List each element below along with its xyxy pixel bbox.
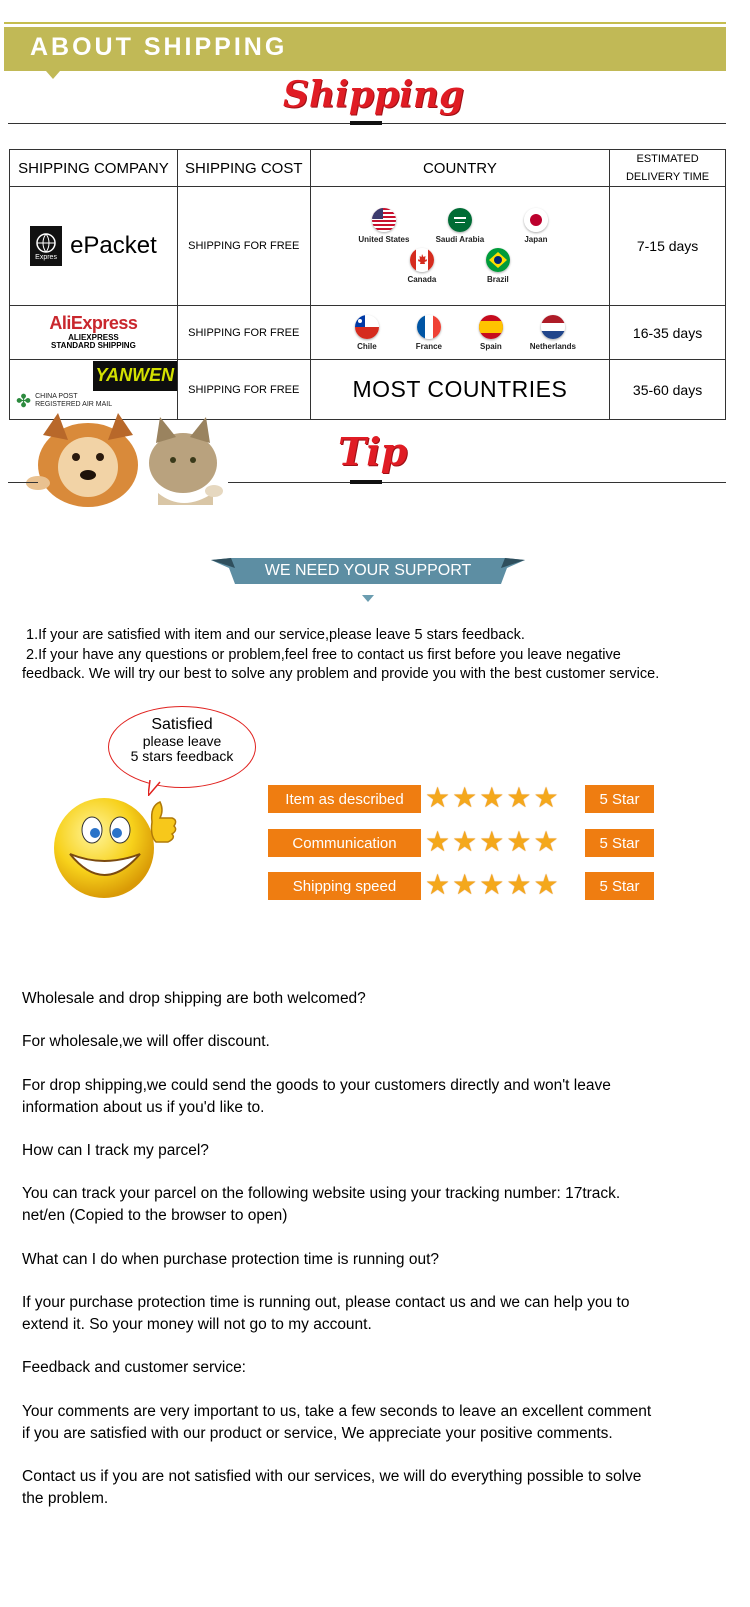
header-delivery-time: ESTIMATED DELIVERY TIME xyxy=(610,150,726,187)
star-icon: ★ xyxy=(479,869,505,900)
faq-answer: For wholesale,we will offer discount. xyxy=(22,1033,270,1050)
dog-and-cat-image xyxy=(18,405,228,515)
country-cell xyxy=(310,187,609,306)
bubble-line-2: 5 stars feedback xyxy=(130,748,234,764)
epacket-logo-icon xyxy=(30,226,62,266)
japan-flag-icon xyxy=(524,208,548,232)
about-shipping-title: ABOUT SHIPPING xyxy=(30,33,288,61)
faq-answer: For drop shipping,we could send the goods to your customers directly and won't leave xyxy=(22,1077,611,1094)
rating-stars xyxy=(425,783,559,813)
smiley-thumbs-up-icon xyxy=(52,796,182,900)
faq-question: How can I track my parcel? xyxy=(22,1142,209,1159)
support-line-3: feedback. We will try our best to solve any problem and provide you with the best customer service. xyxy=(22,666,660,682)
support-banner-title: WE NEED YOUR SUPPORT xyxy=(264,562,472,579)
country-ca: Canada xyxy=(394,248,450,284)
bubble-line-1: please leave xyxy=(142,733,222,749)
canada-flag-icon xyxy=(410,248,434,272)
star-icon: ★ xyxy=(533,869,559,900)
rating-stars xyxy=(425,870,559,900)
cost-cell: SHIPPING FOR FREE xyxy=(177,187,310,306)
star-icon: ★ xyxy=(479,782,505,813)
country-sa: Saudi Arabia xyxy=(432,208,488,244)
about-shipping-band xyxy=(4,27,726,71)
star-icon: ★ xyxy=(533,826,559,857)
rating-label: Communication xyxy=(268,829,421,857)
epacket-logo-text: Expres xyxy=(35,253,57,261)
faq-question: What can I do when purchase protection time is running out? xyxy=(22,1251,440,1268)
shipping-script-title: Shipping xyxy=(283,74,465,116)
header-country: COUNTRY xyxy=(310,150,609,187)
brazil-flag-icon xyxy=(486,248,510,272)
company-cell: AliExpress ALIEXPRESS STANDARD SHIPPING xyxy=(10,306,178,360)
tip-rule-left xyxy=(8,482,38,483)
header-cost: SHIPPING COST xyxy=(177,150,310,187)
speech-bubble xyxy=(108,706,256,788)
country-fr: France xyxy=(401,315,457,351)
star-icon: ★ xyxy=(425,782,451,813)
rating-value: 5 Star xyxy=(585,785,654,813)
rating-label: Shipping speed xyxy=(268,872,421,900)
country-cell xyxy=(310,306,609,360)
rating-label: Item as described xyxy=(268,785,421,813)
star-icon: ★ xyxy=(506,826,532,857)
france-flag-icon xyxy=(417,315,441,339)
company-name: ePacket xyxy=(70,232,157,259)
faq-question: Feedback and customer service: xyxy=(22,1359,246,1376)
faq-answer: Your comments are very important to us, take a few seconds to leave an excellent comment xyxy=(22,1403,652,1420)
header-top-line xyxy=(4,22,726,24)
star-icon: ★ xyxy=(425,869,451,900)
faq-answer: the problem. xyxy=(22,1490,109,1507)
support-arrow-icon xyxy=(362,595,374,602)
header-company: SHIPPING COMPANY xyxy=(10,150,178,187)
spain-flag-icon xyxy=(479,315,503,339)
company-cell xyxy=(10,187,178,306)
table-row xyxy=(10,187,726,306)
country-cl: Chile xyxy=(339,315,395,351)
rating-value: 5 Star xyxy=(585,829,654,857)
faq-answer: Contact us if you are not satisfied with our services, we will do everything possible to solve xyxy=(22,1468,642,1485)
star-icon: ★ xyxy=(479,826,505,857)
delivery-time-cell: 16-35 days xyxy=(610,306,726,360)
shipping-table xyxy=(9,149,726,420)
table-row xyxy=(10,306,726,360)
tip-script-title: Tip xyxy=(338,429,408,474)
us-flag-icon xyxy=(372,208,396,232)
rating-communication xyxy=(268,826,654,857)
star-icon: ★ xyxy=(452,782,478,813)
aliexpress-logo: AliExpress xyxy=(49,312,138,333)
rating-value: 5 Star xyxy=(585,872,654,900)
country-nl: Netherlands xyxy=(525,315,581,351)
yanwen-logo: YANWEN xyxy=(93,361,177,391)
cost-cell: SHIPPING FOR FREE xyxy=(177,360,310,420)
faq-answer: If your purchase protection time is running out, please contact us and we can help you to xyxy=(22,1294,630,1311)
faq-question: Wholesale and drop shipping are both welcomed? xyxy=(22,990,366,1007)
tip-rule xyxy=(228,482,726,483)
table-header-row xyxy=(10,150,726,187)
faq-answer: You can track your parcel on the following website using your tracking number: 17track. xyxy=(22,1185,621,1202)
country-es: Spain xyxy=(463,315,519,351)
star-icon: ★ xyxy=(452,869,478,900)
country-jp: Japan xyxy=(508,208,564,244)
band-notch xyxy=(46,71,60,79)
delivery-time-cell: 35-60 days xyxy=(610,360,726,420)
country-br: Brazil xyxy=(470,248,526,284)
shipping-rule-mark xyxy=(350,121,382,125)
country-cell: MOST COUNTRIES xyxy=(310,360,609,420)
star-icon: ★ xyxy=(533,782,559,813)
star-icon: ★ xyxy=(506,869,532,900)
support-line-2: 2.If your have any questions or problem,feel free to contact us first before you leave negative xyxy=(26,647,621,663)
rating-stars xyxy=(425,827,559,857)
faq-answer: extend it. So your money will not go to my account. xyxy=(22,1316,372,1333)
china-post-logo: ✤ CHINA POST REGISTERED AIR MAIL xyxy=(16,390,113,411)
delivery-time-cell: 7-15 days xyxy=(610,187,726,306)
china-post-icon: ✤ xyxy=(16,390,32,411)
star-icon: ★ xyxy=(425,826,451,857)
country-us: United States xyxy=(356,208,412,244)
star-icon: ★ xyxy=(506,782,532,813)
star-icon: ★ xyxy=(452,826,478,857)
faq-answer: net/en (Copied to the browser to open) xyxy=(22,1207,288,1224)
faq-answer: information about us if you'd like to. xyxy=(22,1099,265,1116)
tip-rule-mark xyxy=(350,480,382,484)
chile-flag-icon xyxy=(355,315,379,339)
rating-item-described xyxy=(268,782,654,813)
netherlands-flag-icon xyxy=(541,315,565,339)
bubble-title: Satisfied xyxy=(151,716,213,733)
saudi-flag-icon xyxy=(448,208,472,232)
cost-cell: SHIPPING FOR FREE xyxy=(177,306,310,360)
faq-answer: if you are satisfied with our product or service, We appreciate your positive comments. xyxy=(22,1425,613,1442)
bubble-tail xyxy=(148,780,164,796)
rating-shipping-speed xyxy=(268,869,654,900)
support-line-1: 1.If your are satisfied with item and our service,please leave 5 stars feedback. xyxy=(26,627,525,643)
